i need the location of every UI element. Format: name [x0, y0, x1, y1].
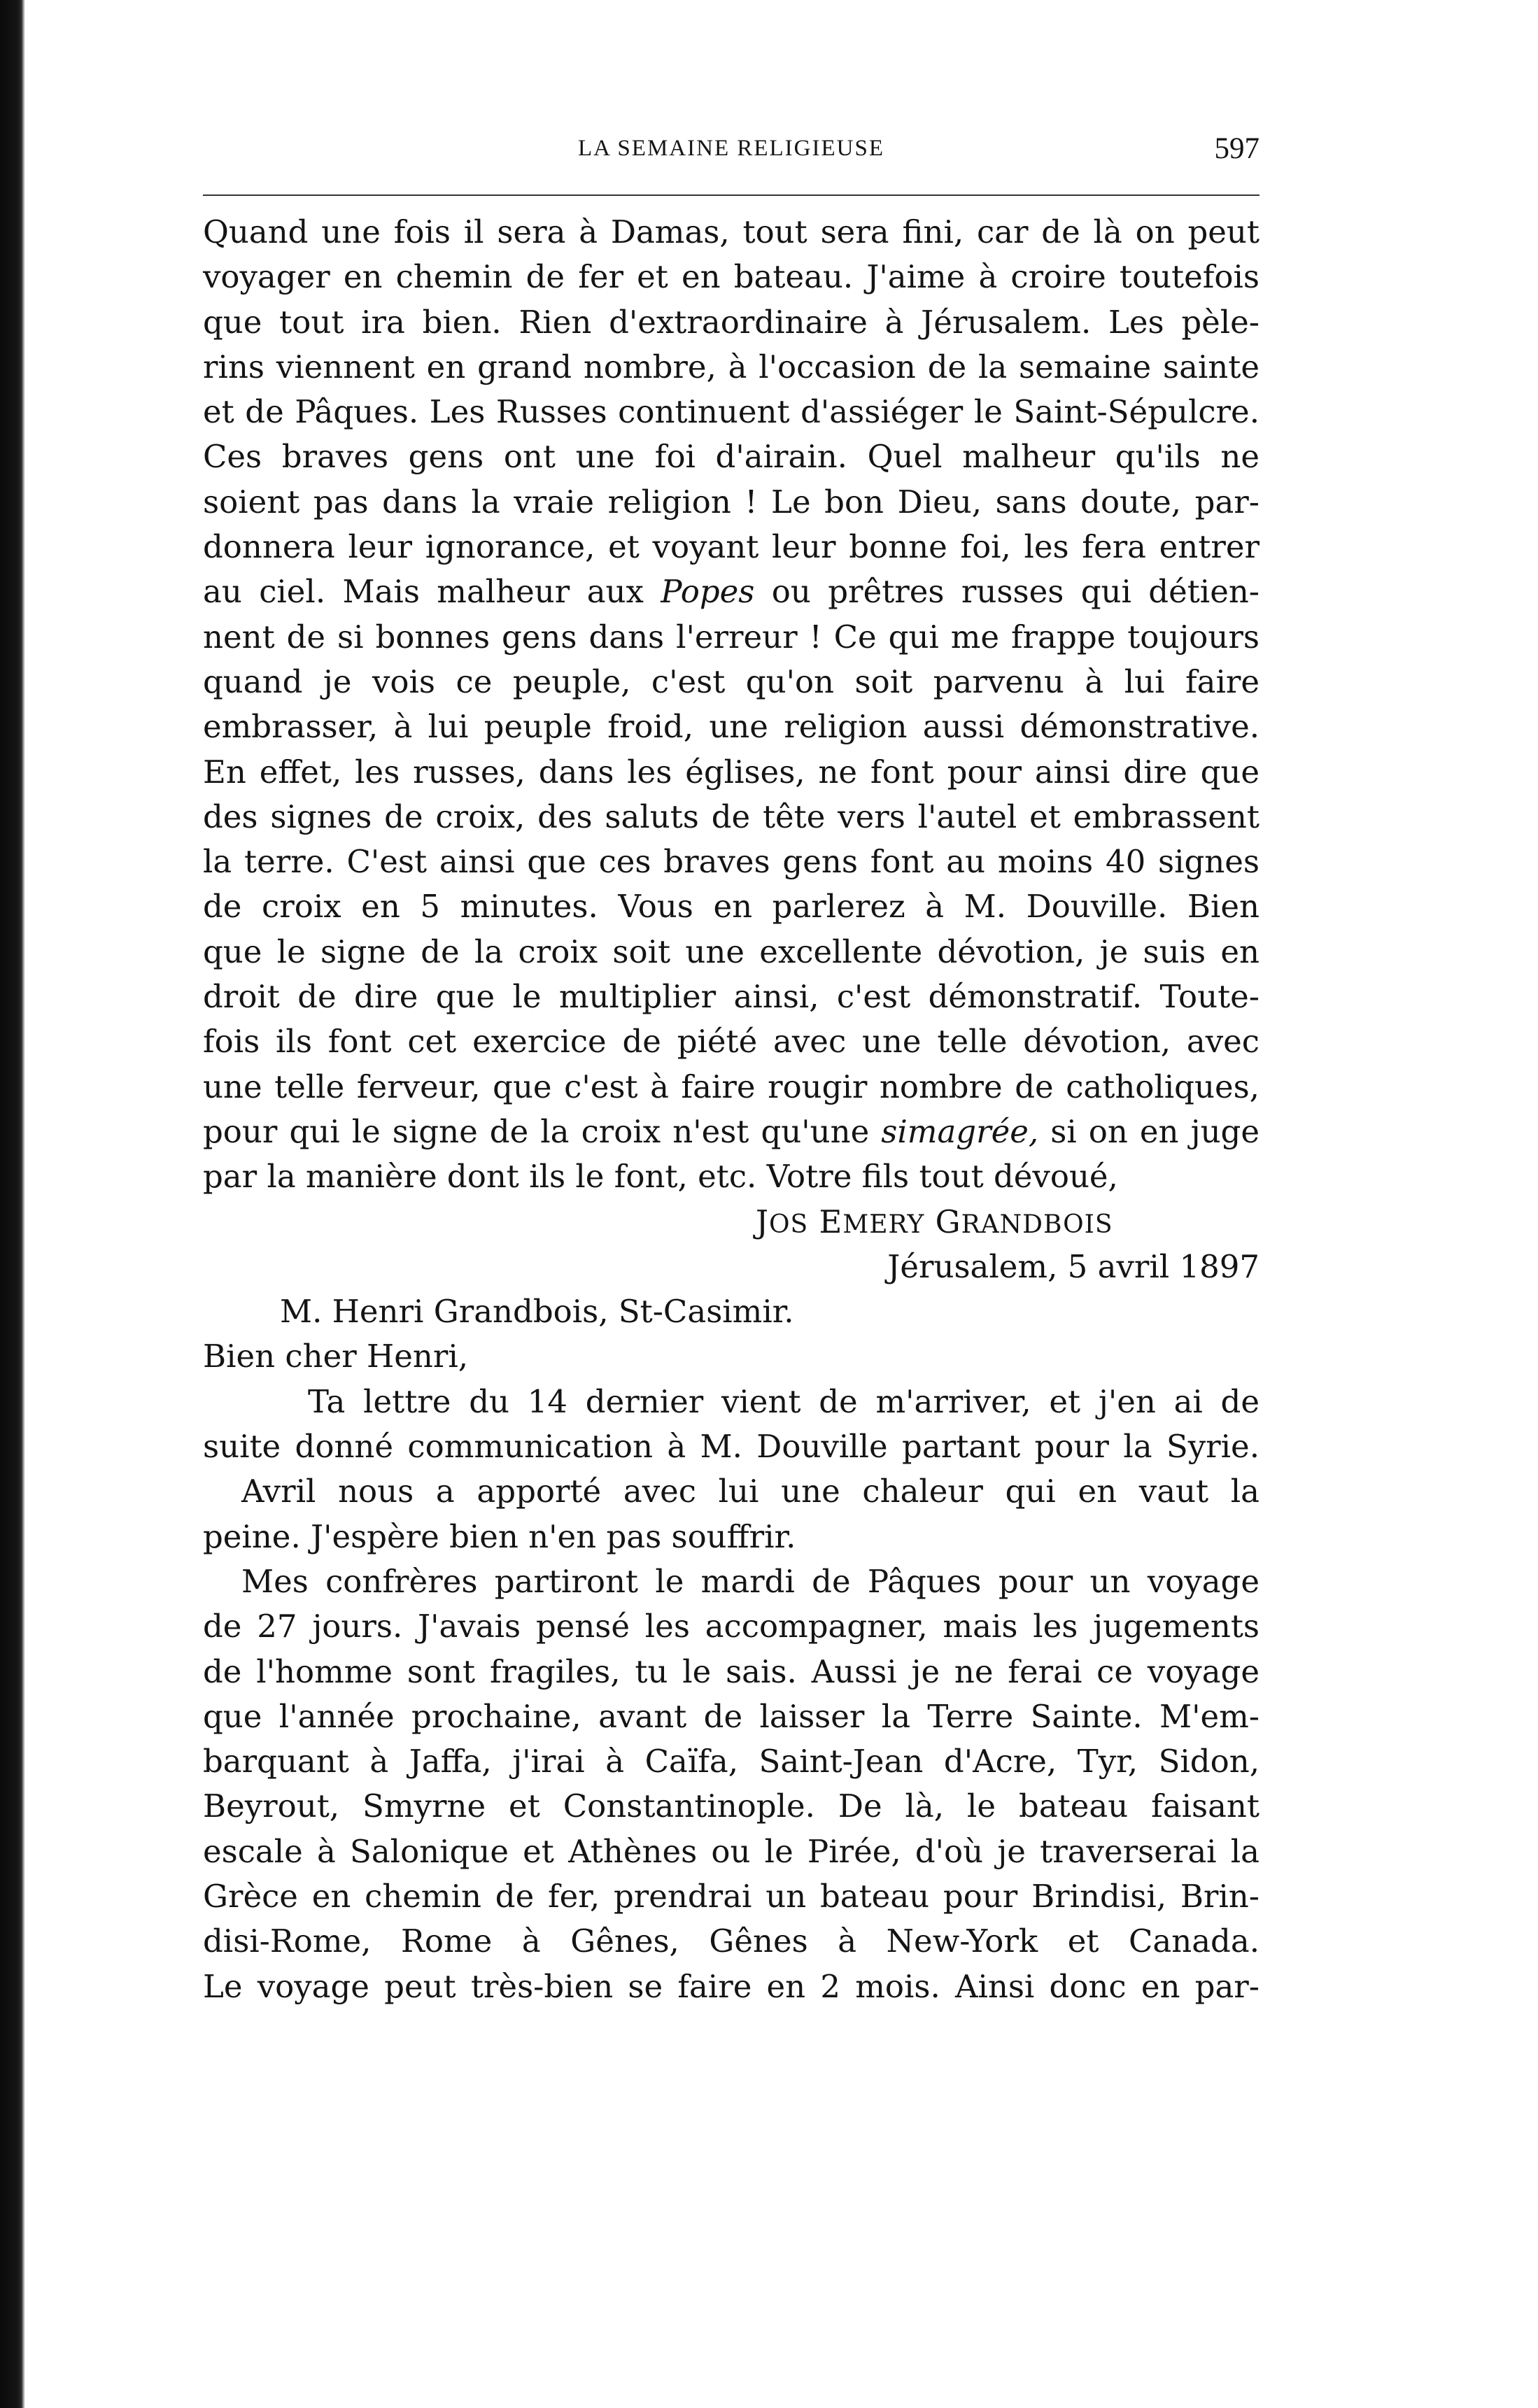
italic-word: simagrée,: [881, 1112, 1039, 1150]
binding-edge: [0, 0, 25, 2408]
place-date: Jérusalem, 5 avril 1897: [887, 1247, 1260, 1285]
running-title: LA SEMAINE RELIGIEUSE: [578, 136, 884, 161]
text-line: et de Pâques. Les Russes continuent d'assiéger le Saint-Sépulcre.: [203, 393, 1260, 431]
text-run: ou prêtres russes qui détien-: [771, 573, 1260, 611]
page-number: 597: [1214, 132, 1260, 165]
text-line: quand je vois ce peuple, c'est qu'on soit parvenu à lui faire: [203, 663, 1260, 700]
text-line: peine. J'espère bien n'en pas souffrir.: [203, 1517, 796, 1555]
body-text: [203, 210, 1260, 2009]
text-line: barquant à Jaffa, j'irai à Caïfa, Saint-Jean d'Acre, Tyr, Sidon,: [203, 1743, 1260, 1780]
running-head: [203, 126, 1260, 182]
text-line: droit de dire que le multiplier ainsi, c'est démonstratif. Toute-: [203, 978, 1260, 1016]
text-line: suite donné communication à M. Douville partant pour la Syrie.: [203, 1428, 1260, 1466]
text-line: escale à Salonique et Athènes ou le Pirée, d'où je traverserai la: [203, 1832, 1260, 1870]
addressee: M. Henri Grandbois, St-Casimir.: [280, 1293, 794, 1331]
text-run: au ciel. Mais malheur aux: [203, 573, 644, 611]
text-line: Avril nous a apporté avec lui une chaleur qui en vaut la: [241, 1473, 1260, 1510]
text-line: disi-Rome, Rome à Gênes, Gênes à New-York et Canada.: [203, 1922, 1260, 1960]
signature: JOS EMERY GRANDBOIS: [756, 1203, 1113, 1240]
text-line: la terre. C'est ainsi que ces braves gens font au moins 40 signes: [203, 843, 1260, 881]
header-rule: [203, 194, 1260, 196]
text-line: que le signe de la croix soit une excellente dévotion, je suis en: [203, 933, 1260, 970]
text-line: donnera leur ignorance, et voyant leur bonne foi, les fera entrer: [203, 528, 1260, 566]
text-line: que tout ira bien. Rien d'extraordinaire à Jérusalem. Les pèle-: [203, 303, 1260, 341]
salutation: Bien cher Henri,: [203, 1338, 469, 1375]
text-line: Grèce en chemin de fer, prendrai un bateau pour Brindisi, Brin-: [203, 1877, 1260, 1915]
text-run: si on en juge: [1050, 1112, 1260, 1150]
italic-word: Popes: [661, 573, 755, 611]
text-line: des signes de croix, des saluts de tête vers l'autel et embrassent: [203, 798, 1260, 835]
text-line: de 27 jours. J'avais pensé les accompagner, mais les jugements: [203, 1608, 1260, 1645]
text-line: de l'homme sont fragiles, tu le sais. Aussi je ne ferai ce voyage: [203, 1652, 1260, 1690]
text-line: rins viennent en grand nombre, à l'occasion de la semaine sainte: [203, 348, 1260, 385]
text-line: fois ils font cet exercice de piété avec une telle dévotion, avec: [203, 1023, 1260, 1061]
text-line-popes: [203, 569, 1260, 614]
text-line: Mes confrères partiront le mardi de Pâques pour un voyage: [241, 1562, 1260, 1600]
text-line-simagree: [203, 1110, 1260, 1154]
closing-line: par la manière dont ils le font, etc. Votre fils tout dévoué,: [203, 1158, 1118, 1196]
text-line: une telle ferveur, que c'est à faire rougir nombre de catholiques,: [203, 1068, 1260, 1105]
text-line: soient pas dans la vraie religion ! Le bon Dieu, sans doute, par-: [203, 483, 1260, 520]
text-line: voyager en chemin de fer et en bateau. J'aime à croire toutefois: [203, 258, 1260, 296]
text-line: nent de si bonnes gens dans l'erreur ! Ce qui me frappe toujours: [203, 618, 1260, 656]
text-line: Ces braves gens ont une foi d'airain. Quel malheur qu'ils ne: [203, 438, 1260, 476]
text-run: pour qui le signe de la croix n'est qu'une: [203, 1112, 870, 1150]
text-line: Le voyage peut très-bien se faire en 2 mois. Ainsi donc en par-: [203, 1967, 1260, 2005]
text-line: de croix en 5 minutes. Vous en parlerez à M. Douville. Bien: [203, 888, 1260, 926]
text-line: embrasser, à lui peuple froid, une religion aussi démonstrative.: [203, 708, 1260, 746]
text-line: que l'année prochaine, avant de laisser la Terre Sainte. M'em-: [203, 1697, 1260, 1735]
text-line: Beyrout, Smyrne et Constantinople. De là, le bateau faisant: [203, 1787, 1260, 1825]
text-line: Quand une fois il sera à Damas, tout sera fini, car de là on peut: [203, 213, 1260, 250]
text-line: En effet, les russes, dans les églises, ne font pour ainsi dire que: [203, 753, 1260, 791]
text-line: Ta lettre du 14 dernier vient de m'arriver, et j'en ai de: [308, 1382, 1260, 1420]
